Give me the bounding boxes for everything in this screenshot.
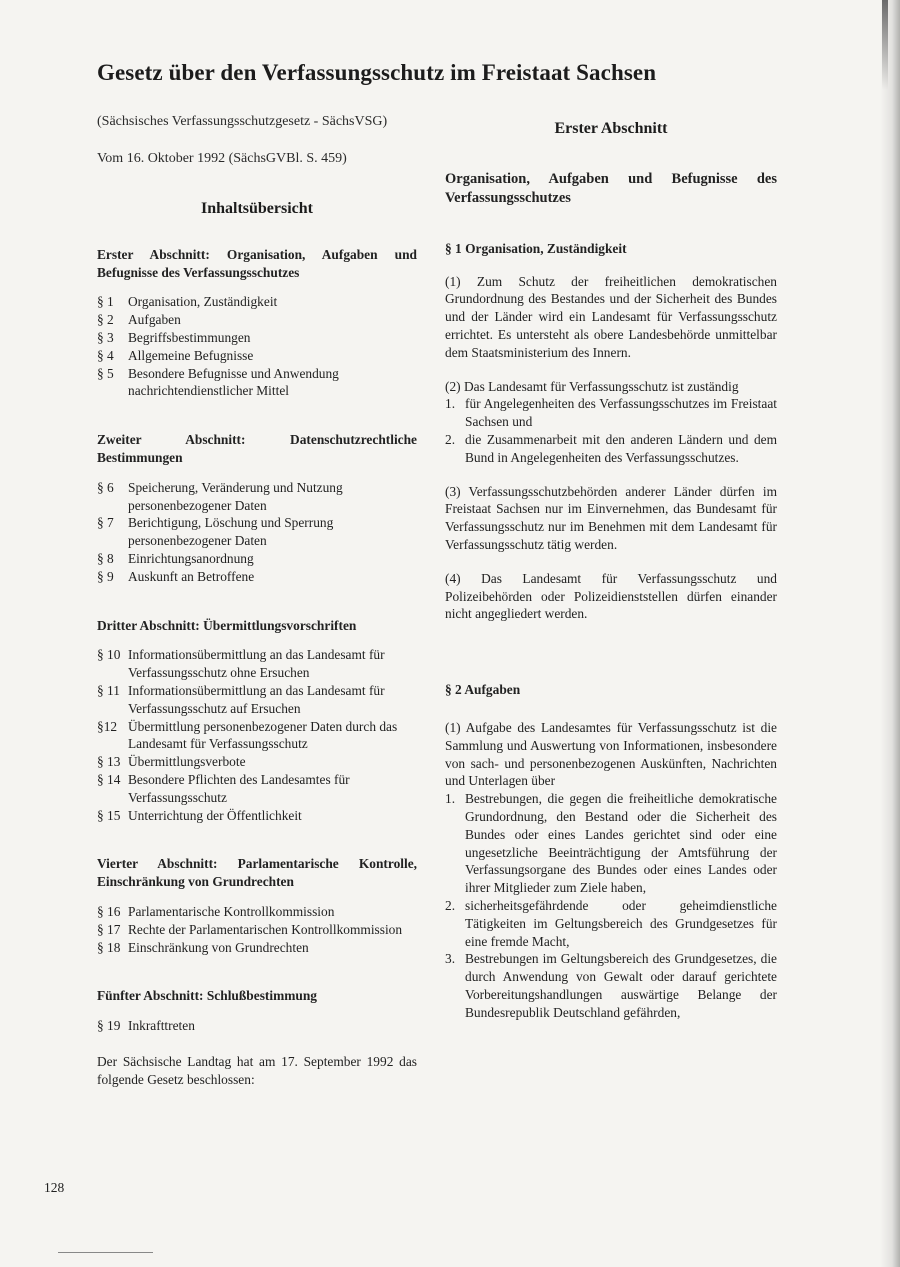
binding-mark	[882, 0, 888, 90]
toc-list	[97, 646, 417, 824]
toc-section-5	[97, 987, 417, 1035]
toc-item-num: § 2	[97, 312, 114, 328]
toc-section-title: Vierter Abschnitt: Parlamentarische Kontrolle, Einschränkung von Grundrechten	[97, 856, 417, 890]
toc-item-num: § 4	[97, 347, 114, 363]
toc-item-text: Einrichtungsanordnung	[128, 550, 254, 566]
toc-list	[97, 293, 417, 400]
toc-item-text: Organisation, Zuständigkeit	[128, 294, 278, 310]
toc-item-text: Einschränkung von Grundrechten	[128, 939, 309, 955]
toc-item	[97, 365, 417, 401]
list-item-text: sicherheitsgefährdende oder geheimdienstliche Tätigkeiten im Geltungsbereich des Grundgesetzes für eine fremde Macht,	[465, 897, 777, 949]
toc-item-text: Übermittlung personenbezogener Daten durch das Landesamt für Verfassungsschutz	[128, 718, 398, 752]
list-item-num: 3.	[445, 951, 456, 967]
list-item	[445, 950, 777, 1021]
toc-item-num: § 3	[97, 329, 114, 345]
toc-item-num: §12	[97, 718, 118, 734]
toc-item-num: § 6	[97, 479, 114, 495]
toc-item-text: Aufgaben	[128, 312, 181, 328]
toc-item-num: § 11	[97, 682, 120, 698]
toc-item	[97, 921, 417, 939]
toc-item-num: § 5	[97, 365, 114, 381]
abschnitt-subheading: Organisation, Aufgaben und Befugnisse des Verfassungsschutzes	[445, 170, 777, 206]
toc-item-num: § 16	[97, 903, 121, 919]
toc-item	[97, 550, 417, 568]
section-2-abs-1-intro: (1) Aufgabe des Landesamtes für Verfassungsschutz ist die Sammlung und Auswertung von Informationen, insbesondere von sach- und personenbezogenen Auskünften, Nachrichten und Unterlagen über	[445, 719, 777, 789]
toc-item	[97, 771, 417, 807]
toc-section-2	[97, 431, 417, 585]
abschnitt-heading: Erster Abschnitt	[554, 120, 668, 137]
toc-item	[97, 347, 417, 365]
list-item-text: Bestrebungen im Geltungsbereich des Grundgesetzes, die durch Anwendung von Gewalt oder darauf gerichtete Vorbereitungshandlungen auswärtige Belange der Bundesrepublik Deutschland gefährden,	[465, 951, 777, 1020]
toc-item	[97, 718, 417, 754]
toc-section-4	[97, 855, 417, 956]
toc-item	[97, 568, 417, 586]
toc-item-text: Parlamentarische Kontrollkommission	[128, 903, 335, 919]
toc-section-title: Fünfter Abschnitt: Schlußbestimmung	[97, 988, 317, 1004]
section-1-heading: § 1 Organisation, Zuständigkeit	[445, 240, 627, 256]
toc-item	[97, 514, 417, 550]
toc-item-text: Unterrichtung der Öffentlichkeit	[128, 807, 302, 823]
toc-item-num: § 19	[97, 1018, 121, 1034]
toc-item-text: Inkrafttreten	[128, 1018, 195, 1034]
section-1-abs-3: (3) Verfassungsschutzbehörden anderer Länder dürfen im Freistaat Sachsen nur im Einvernehmen, das Bundesamt für Verfassungsschutz nur im Benehmen mit dem Landesamt für Verfassungsschutz tätig werden.	[445, 483, 777, 552]
toc-item	[97, 807, 417, 825]
list-item-text: die Zusammenarbeit mit den anderen Ländern und dem Bund in Angelegenheiten des Verfassungsschutzes.	[465, 431, 777, 465]
toc-item-text: Rechte der Parlamentarischen Kontrollkommission	[128, 921, 403, 937]
toc-item	[97, 293, 417, 311]
list-item-num: 1.	[445, 791, 456, 807]
toc-list	[97, 903, 417, 956]
toc-item	[97, 646, 417, 682]
toc-section-title: Zweiter Abschnitt: Datenschutzrechtliche Bestimmungen	[97, 432, 417, 465]
section-2-heading: § 2 Aufgaben	[445, 682, 521, 698]
list-item-num: 2.	[445, 431, 456, 447]
section-2-abs-1-list	[445, 790, 777, 1021]
toc-item	[97, 479, 417, 515]
toc-item-text: Besondere Befugnisse und Anwendung nachrichtendienstlicher Mittel	[128, 365, 339, 399]
page-number: 128	[44, 1180, 65, 1195]
toc-item-text: Begriffsbestimmungen	[128, 329, 251, 345]
preamble: Der Sächsische Landtag hat am 17. September 1992 das folgende Gesetz beschlossen:	[97, 1053, 417, 1087]
toc-item-text: Informationsübermittlung an das Landesamt für Verfassungsschutz auf Ersuchen	[128, 682, 385, 716]
toc-item-num: § 13	[97, 754, 121, 770]
toc-item	[97, 682, 417, 718]
toc-item	[97, 939, 417, 957]
toc-list	[97, 1017, 417, 1035]
section-1-abs-2-list	[445, 395, 777, 466]
list-item	[445, 431, 777, 467]
right-column	[445, 120, 777, 1021]
toc-item-text: Besondere Pflichten des Landesamtes für Verfassungsschutz	[128, 771, 350, 805]
law-subtitle: (Sächsisches Verfassungsschutzgesetz - SächsVSG)	[97, 114, 388, 129]
toc-item	[97, 903, 417, 921]
toc-list	[97, 479, 417, 586]
page-edge-shadow	[880, 0, 900, 1267]
toc-item-num: § 14	[97, 771, 121, 787]
toc-item-num: § 9	[97, 568, 114, 584]
toc-item-text: Auskunft an Betroffene	[128, 568, 255, 584]
toc-item-num: § 8	[97, 550, 114, 566]
toc-item-num: § 7	[97, 515, 114, 531]
toc-item	[97, 1017, 417, 1035]
list-item-text: für Angelegenheiten des Verfassungsschutzes im Freistaat Sachsen und	[465, 396, 777, 430]
section-1-abs-1: (1) Zum Schutz der freiheitlichen demokratischen Grundordnung des Bestandes und der Sicherheit des Bundes und der Länder wird ein Landesamt für Verfassungsschutz errichtet. Es untersteht als obere Landesbehörde unmittelbar dem Staatsministerium des Innern.	[445, 273, 777, 360]
list-item-num: 1.	[445, 396, 456, 412]
left-column	[97, 200, 417, 1088]
section-1-abs-2-intro: (2) Das Landesamt für Verfassungsschutz ist zuständig	[445, 378, 739, 394]
list-item-text: Bestrebungen, die gegen die freiheitliche demokratische Grundordnung, den Bestand oder die Sicherheit des Bundes oder eines Landes gerichtet sind oder eine ungesetzliche Beeinträchtigung der Amtsführung der Verfassungsorgane des Bundes oder eines Landes oder ihrer Mitglieder zum Ziele haben,	[465, 791, 777, 896]
toc-item	[97, 329, 417, 347]
list-item	[445, 790, 777, 897]
toc-section-title: Dritter Abschnitt: Übermittlungsvorschriften	[97, 617, 357, 633]
toc-item-text: Informationsübermittlung an das Landesamt für Verfassungsschutz ohne Ersuchen	[128, 647, 385, 681]
toc-item-text: Allgemeine Befugnisse	[128, 347, 254, 363]
toc-item-text: Übermittlungsverbote	[128, 754, 246, 770]
list-item-num: 2.	[445, 897, 456, 913]
toc-item-num: § 17	[97, 921, 121, 937]
toc-item	[97, 311, 417, 329]
toc-heading: Inhaltsübersicht	[200, 200, 314, 217]
toc-section-1	[97, 246, 417, 400]
footer-rule	[58, 1252, 153, 1253]
section-1-abs-4: (4) Das Landesamt für Verfassungsschutz und Polizeibehörden oder Polizeidienststellen dürfen einander nicht angegliedert werden.	[445, 570, 777, 622]
toc-item-text: Berichtigung, Löschung und Sperrung personenbezogener Daten	[128, 515, 334, 549]
toc-section-title: Erster Abschnitt: Organisation, Aufgaben und Befugnisse des Verfassungsschutzes	[97, 246, 417, 280]
toc-item-text: Speicherung, Veränderung und Nutzung personenbezogener Daten	[128, 479, 343, 513]
toc-item-num: § 10	[97, 647, 121, 663]
toc-item-num: § 18	[97, 939, 121, 955]
toc-item-num: § 1	[97, 294, 114, 310]
list-item	[445, 395, 777, 431]
toc-item-num: § 15	[97, 807, 121, 823]
law-title: Gesetz über den Verfassungsschutz im Freistaat Sachsen	[97, 60, 657, 85]
toc-section-3	[97, 617, 417, 825]
law-date: Vom 16. Oktober 1992 (SächsGVBl. S. 459)	[97, 151, 347, 166]
list-item	[445, 897, 777, 950]
toc-item	[97, 753, 417, 771]
